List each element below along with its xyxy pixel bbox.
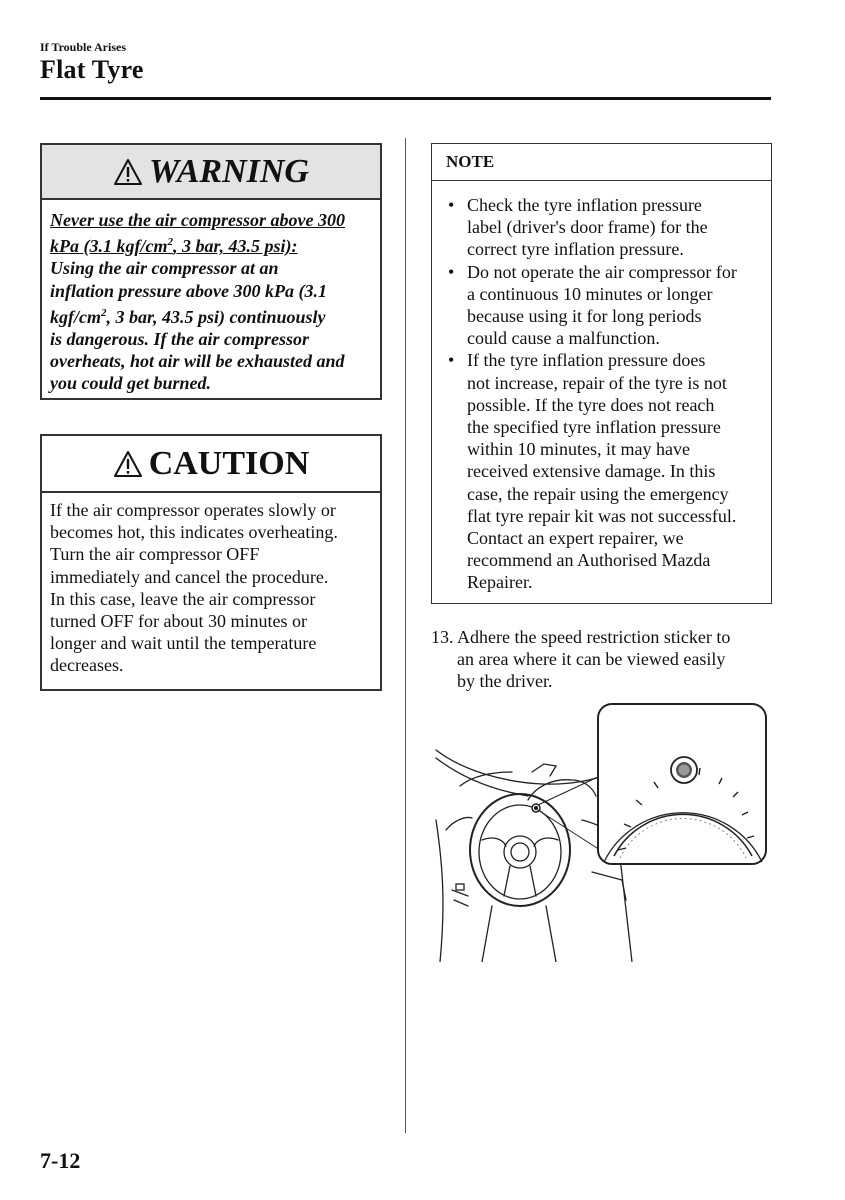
note-item: • Do not operate the air compressor for a continuous 10 minutes or longer because using it for long periods could cause a malfunction. <box>448 261 737 349</box>
bullet: • <box>448 195 455 215</box>
caution-line: becomes hot, this indicates overheating. <box>50 522 338 543</box>
section-label: If Trouble Arises <box>40 40 127 54</box>
step-13 <box>431 626 771 693</box>
warning-line-5: overheats, hot air will be exhausted and <box>50 351 345 372</box>
mirror-base <box>532 764 556 776</box>
speedometer-closeup <box>598 704 766 864</box>
warning-line-6: you could get burned. <box>50 373 212 394</box>
warning-line-4: is dangerous. If the air compressor <box>50 329 310 350</box>
warning-line-3: kgf/$cm^2$, 3 bar, 43.5 psi) continuously <box>50 306 326 327</box>
caution-line: longer and wait until the temperature <box>50 633 317 654</box>
caution-line: In this case, leave the air compressor <box>50 588 316 609</box>
caution-line: decreases. <box>50 655 124 676</box>
note-item: • Check the tyre inflation pressure label (driver's door frame) for the correct tyre inflation pressure. <box>448 195 708 260</box>
caution-title: CAUTION <box>148 444 310 482</box>
warning-text <box>42 200 380 395</box>
steering-wheel-icon <box>470 794 570 906</box>
caution-line: Turn the air compressor OFF <box>50 544 260 565</box>
caution-line: turned OFF for about 30 minutes or <box>50 611 307 632</box>
note-box <box>431 143 772 604</box>
warning-box <box>40 143 382 400</box>
title-rule <box>40 97 771 100</box>
note-list <box>432 181 771 594</box>
caution-box <box>40 434 382 691</box>
warning-triangle-icon <box>113 158 143 186</box>
column-divider <box>405 138 406 1133</box>
caution-line: If the air compressor operates slowly or <box>50 500 336 520</box>
page-title: Flat Tyre <box>40 55 144 84</box>
page-number: 7-12 <box>40 1148 81 1173</box>
step-text: Adhere the speed restriction sticker to an area where it can be viewed easily by the driver. <box>457 627 731 692</box>
caution-header <box>42 436 380 493</box>
note-item: • If the tyre inflation pressure does not increase, repair of the tyre is not possible. If the tyre does not reach the specified tyre inflation pressure within 10 minutes, it may have received extensive damage. In this case, the repair using the emergency flat tyre repair kit was not successful. Contact an expert repairer, we recommend an Authorised Mazda Repairer. <box>448 350 737 593</box>
dashboard-top-line <box>436 750 610 784</box>
warning-line-2: inflation pressure above 300 kPa (3.1 <box>50 280 327 301</box>
note-title: NOTE <box>432 144 771 181</box>
bullet: • <box>448 350 455 371</box>
warning-emphasis-line-1: Never use the air compressor above 300 <box>50 210 345 230</box>
warning-line-1: Using the air compressor at an <box>50 258 279 279</box>
warning-header <box>42 145 380 200</box>
warning-emphasis-line-2: kPa (3.1 kgf/$cm^2$, 3 bar, 43.5 psi): <box>50 236 298 257</box>
dashboard-sticker-illustration <box>432 700 770 962</box>
bullet: • <box>448 261 455 282</box>
step-number: 13. <box>431 627 454 647</box>
warning-title: WARNING <box>149 152 309 190</box>
caution-text <box>42 493 380 677</box>
caution-line: immediately and cancel the procedure. <box>50 566 329 587</box>
warning-triangle-icon <box>113 450 143 478</box>
